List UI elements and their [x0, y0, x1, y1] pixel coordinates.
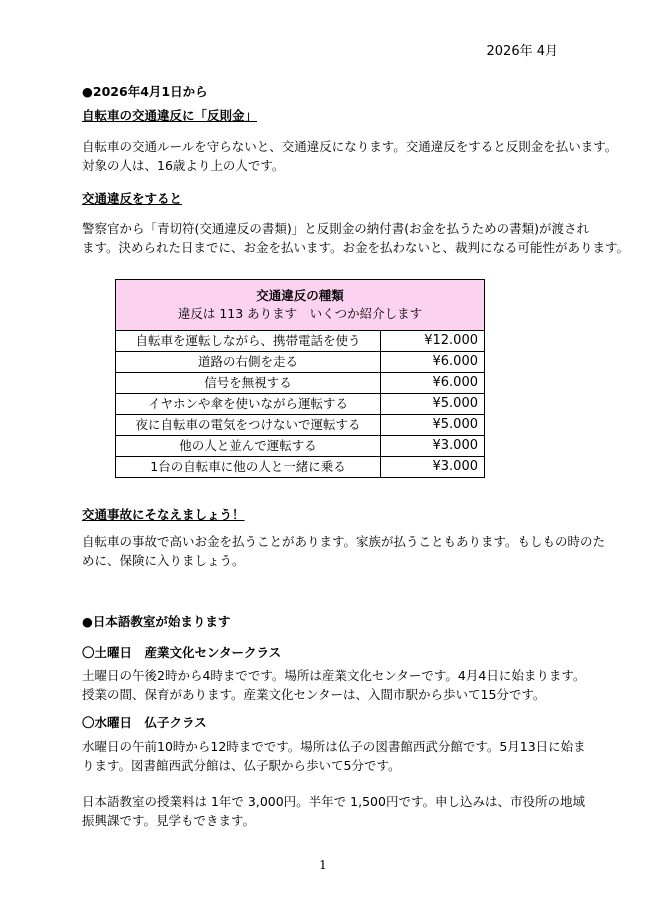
text-line: ります。図書館西武分館は、仏子駅から歩いて5分です。 [82, 758, 401, 773]
table-row [116, 457, 485, 478]
table-row [116, 352, 485, 373]
paragraph-fee [82, 792, 585, 830]
text-line: 対象の人は、16歳より上の人です。 [82, 158, 285, 173]
text-line: 授業の間、保育があります。産業文化センターは、入間市駅から歩いて15分です。 [82, 687, 546, 702]
text-line: ます。決められた日までに、お金を払います。お金を払わないと、裁判になる可能性があります。 [82, 240, 630, 255]
violation-item: 道路の右側を走る [116, 352, 381, 373]
fine-amount: ¥3.000 [381, 436, 485, 457]
paragraph-wednesday-class [82, 737, 586, 775]
text-line: 自転車の交通ルールを守らないと、交通違反になります。交通違反をすると反則金を払います。 [82, 139, 618, 154]
table-row [116, 331, 485, 352]
fine-amount: ¥6.000 [381, 352, 485, 373]
fine-amount: ¥5.000 [381, 415, 485, 436]
table-row [116, 415, 485, 436]
section-title-fine: ●2026年4月1日から [82, 84, 208, 99]
table-row [116, 436, 485, 457]
violation-item: イヤホンや傘を使いながら運転する [116, 394, 381, 415]
fine-amount: ¥12.000 [381, 331, 485, 352]
heading-wednesday-class: 〇水曜日 仏子クラス [82, 715, 207, 730]
document-date: 2026年 4月 [486, 44, 558, 59]
paragraph-fine-intro [82, 137, 618, 175]
fine-amount: ¥6.000 [381, 373, 485, 394]
table-title: 交通違反の種類 [256, 288, 344, 303]
paragraph-saturday-class [82, 666, 586, 704]
fine-amount: ¥5.000 [381, 394, 485, 415]
violation-table [115, 279, 485, 478]
violation-item: 夜に自転車の電気をつけないで運転する [116, 415, 381, 436]
heading-insurance: 交通事故にそなえましょう！ [82, 507, 245, 522]
table-row [116, 394, 485, 415]
page-number: 1 [319, 858, 327, 872]
table-header [116, 280, 485, 331]
text-line: めに、保険に入りましょう。 [82, 553, 245, 568]
section-title-japanese-class: ●日本語教室が始まります [82, 614, 231, 629]
text-line: 水曜日の午前10時から12時までです。場所は仏子の図書館西武分館です。5月13日に始ま [82, 739, 586, 754]
violation-item: 他の人と並んで運転する [116, 436, 381, 457]
fine-amount: ¥3.000 [381, 457, 485, 478]
text-line: 警察官から「青切符(交通違反の書類)」と反則金の納付書(お金を払うための書類)が渡され [82, 221, 590, 236]
text-line: 自転車の事故で高いお金を払うことがあります。家族が払うこともあります。もしもの時のた [82, 534, 606, 549]
violation-item: 1台の自転車に他の人と一緒に乗る [116, 457, 381, 478]
paragraph-violation [82, 219, 630, 257]
violation-item: 自転車を運転しながら、携帯電話を使う [116, 331, 381, 352]
heading-saturday-class: 〇土曜日 産業文化センタークラス [82, 645, 282, 660]
heading-violation: 交通違反をすると [82, 191, 183, 206]
table-row [116, 373, 485, 394]
violation-item: 信号を無視する [116, 373, 381, 394]
text-line: 振興課です。見学もできます。 [82, 813, 256, 828]
section-subtitle-fine: 自転車の交通違反に「反則金」 [82, 108, 258, 123]
paragraph-insurance [82, 532, 606, 570]
text-line: 土曜日の午後2時から4時までです。場所は産業文化センターです。4月4日に始まります。 [82, 668, 586, 683]
table-subtitle: 違反は 113 あります いくつか紹介します [177, 306, 423, 321]
text-line: 日本語教室の授業料は 1年で 3,000円。半年で 1,500円です。申し込みは、市役所の地域 [82, 794, 585, 809]
